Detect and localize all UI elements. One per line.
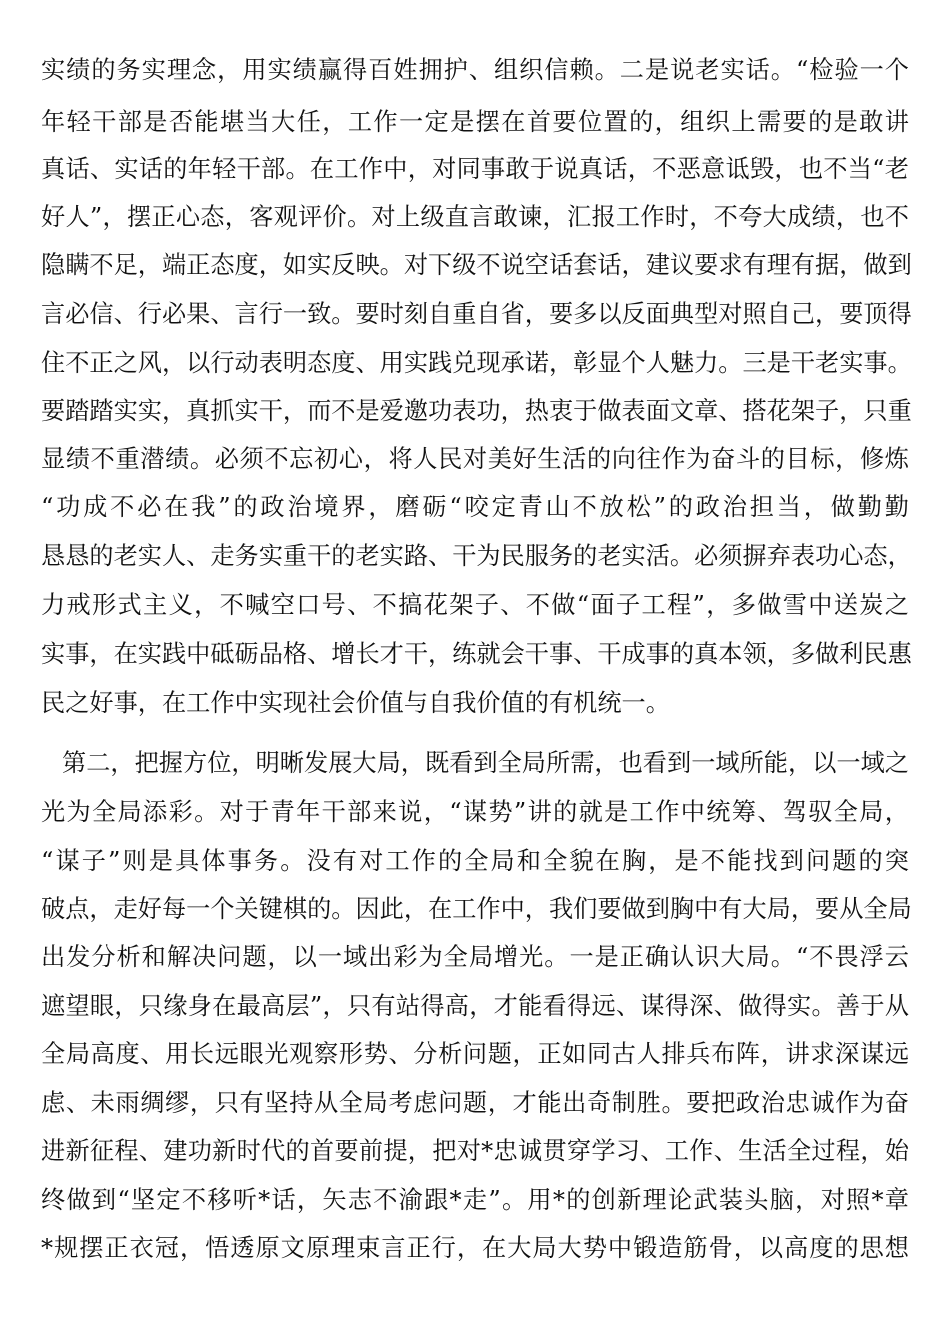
- text-line: 力戒形式主义，不喊空口号、不搞花架子、不做“面子工程”，多做雪中送炭之: [41, 591, 909, 619]
- text-line: 民之好事，在工作中实现社会价值与自我价值的有机统一。: [41, 689, 670, 717]
- text-line: 实事，在实践中砥砺品格、增长才干，练就会干事、干成事的真本领，多做利民惠: [41, 640, 912, 668]
- text-line: 破点，走好每一个关键棋的。因此，在工作中，我们要做到胸中有大局，要从全局: [41, 895, 912, 923]
- text-line: 好人”，摆正心态，客观评价。对上级直言敢谏，汇报工作时，不夸大成绩，也不: [41, 203, 909, 231]
- text-line: 终做到“坚定不移听*话，矢志不渝跟*走”。用*的创新理论武装头脑，对照*章: [41, 1186, 909, 1214]
- text-line: “功成不必在我”的政治境界，磨砺“咬定青山不放松”的政治担当，做勤勤: [41, 493, 909, 521]
- text-line: 恳恳的老实人、走务实重干的老实路、干为民服务的老实活。必须摒弃表功心态，: [41, 542, 912, 570]
- text-line: 住不正之风，以行动表明态度、用实践兑现承诺，彰显个人魅力。三是干老实事。: [41, 349, 912, 377]
- text-line: 言必信、行必果、言行一致。要时刻自重自省，要多以反面典型对照自己，要顶得: [41, 300, 912, 328]
- text-line: 显绩不重潜绩。必须不忘初心，将人民对美好生活的向往作为奋斗的目标，修炼: [41, 445, 909, 473]
- text-line: 真话、实话的年轻干部。在工作中，对同事敢于说真话，不恶意诋毁，也不当“老: [41, 155, 909, 183]
- text-line: 全局高度、用长远眼光观察形势、分析问题，正如同古人排兵布阵，讲求深谋远: [41, 1040, 909, 1068]
- text-line: 年轻干部是否能堪当大任，工作一定是摆在首要位置的，组织上需要的是敢讲: [41, 108, 909, 136]
- text-line: 要踏踏实实，真抓实干，而不是爱邀功表功，热衷于做表面文章、搭花架子，只重: [41, 397, 912, 425]
- text-line: 出发分析和解决问题，以一域出彩为全局增光。一是正确认识大局。“不畏浮云: [41, 943, 909, 971]
- text-line: 隐瞒不足，端正态度，如实反映。对下级不说空话套话，建议要求有理有据，做到: [41, 251, 912, 279]
- text-line: *规摆正衣冠，悟透原文原理束言正行，在大局大势中锻造筋骨，以高度的思想: [41, 1234, 909, 1262]
- text-line: 遮望眼，只缘身在最高层”，只有站得高，才能看得远、谋得深、做得实。善于从: [41, 992, 909, 1020]
- text-line: 进新征程、建功新时代的首要前提，把对*忠诚贯穿学习、工作、生活全过程，始: [41, 1137, 909, 1165]
- text-line: 光为全局添彩。对于青年干部来说，“谋势”讲的就是工作中统筹、驾驭全局，: [41, 798, 909, 826]
- text-line: 第二，把握方位，明晰发展大局，既看到全局所需，也看到一域所能，以一域之: [62, 749, 909, 777]
- text-line: 虑、未雨绸缪，只有坚持从全局考虑问题，才能出奇制胜。要把政治忠诚作为奋: [41, 1089, 909, 1117]
- text-line: 实绩的务实理念，用实绩赢得百姓拥护、组织信赖。二是说老实话。“检验一个: [41, 56, 909, 84]
- text-line: “谋子”则是具体事务。没有对工作的全局和全貌在胸，是不能找到问题的突: [41, 847, 909, 875]
